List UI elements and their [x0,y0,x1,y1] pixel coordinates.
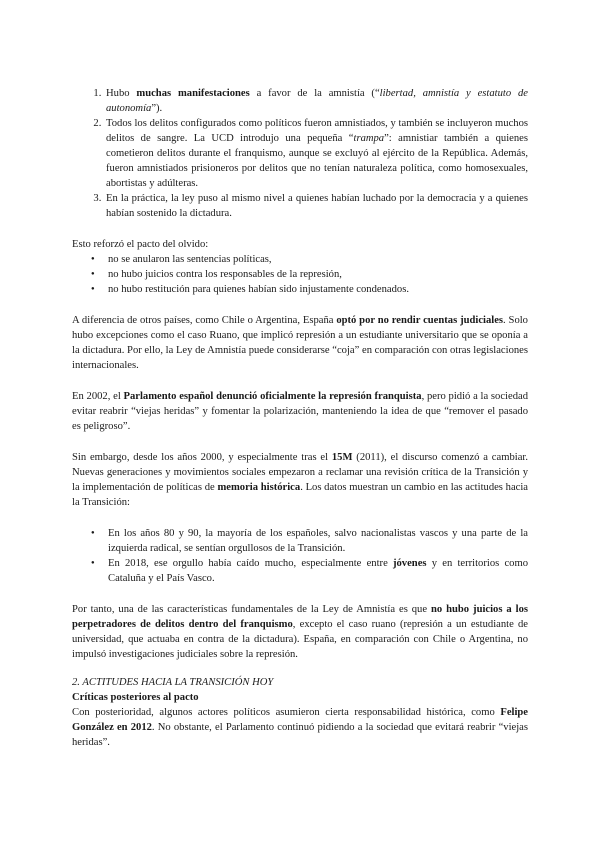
bold-text: Parlamento español denunció oficialmente la represión franquista [123,391,422,402]
text-run: Todos los delitos configurados como políticos fueron amnistiados, y también se incluyeron muchos delitos de sangre. La UCD introdujo una pequeña “ [106,118,528,144]
text-run: Sin embargo, desde los años 2000, y especialmente tras el [72,452,332,463]
bold-text: optó por no rendir cuentas judiciales [336,315,504,326]
text-run: ”: amnistiar también a quienes cometieron delitos durante el franquismo, aunque se excluyó al ejército de la República. Además, fueron amnistiados prisioneros por delitos que no tenían naturaleza política, como homosexuales, abortistas y adúlteras. [106,133,528,189]
paragraph [72,389,528,434]
conclusion-paragraph [72,602,528,662]
text-run: Por tanto, una de las características fundamentales de la Ley de Amnistía es que [72,604,431,615]
text-run: a favor de la amnistía (“ [249,88,380,99]
text-run: Con posterioridad, algunos actores políticos asumieron cierta responsabilidad histórica, como [72,707,501,718]
numbered-item [104,116,528,191]
italic-text: trampa [353,133,385,144]
paragraph [72,450,528,510]
text-run: ”). [151,103,163,114]
text-run: , pero pidió a la sociedad evitar reabrir “viejas heridas” y fomentar la polarización, manteniendo la idea de que “remover el pasado es peligroso”. [72,391,528,432]
text-run: . Solo hubo excepciones como el caso Ruano, que implicó represión a un estudiante universitario que se oponía a la dictadura. Por ello, la Ley de Amnistía puede considerarse “coja” en comparación con otras legislaciones internacionales. [72,315,528,371]
numbered-item [104,86,528,116]
pact-bullet-list [72,252,528,297]
bullet-item: ● no se anularon las sentencias políticas, [106,252,528,267]
text-run: En la práctica, la ley puso al mismo nivel a quienes habían luchado por la democracia y a quienes habían sostenido la dictadura. [106,193,528,219]
document-page [72,86,528,750]
text-run: . Los datos muestran un cambio en las actitudes hacia la Transición: [72,482,529,508]
numbered-item [104,191,528,221]
pact-intro: Esto reforzó el pacto del olvido: [72,239,209,250]
subheading: Críticas posteriores al pacto [72,692,199,703]
text-run: , excepto el caso ruano (represión a un estudiante de universidad, que actuaba en contra de la dictadura). España, en comparación con Chile o Argentina, no impulsó investigaciones judiciales sobre la represión. [72,619,529,660]
text-run: . No obstante, el Parlamento continuó pidiendo a la sociedad que evitará reabrir “viejas heridas”. [72,722,528,748]
numbered-list [72,86,528,221]
text-run: A diferencia de otros países, como Chile o Argentina, España [72,315,337,326]
final-paragraph [72,705,528,750]
text-run: (2011), el discurso comenzó a cambiar. Nuevas generaciones y movimientos sociales empezaron a reclamar una revisión crítica de la Transición y la implementación de políticas de [72,452,528,493]
trend-bullet-list [72,526,528,586]
text-run: En los años 80 y 90, la mayoría de los españoles, salvo nacionalistas vascos y una parte de la izquierda radical, se sentían orgullosos de la Transición. [108,528,528,554]
bullet-item: ● no hubo restitución para quienes habían sido injustamente condenados. [106,282,528,297]
bold-text: no hubo juicios a los perpetradores de delitos dentro del franquismo [72,604,528,630]
bold-text: memoria histórica [217,482,301,493]
bold-text: 15M [331,452,353,463]
text-run: Hubo [106,88,137,99]
bullet-item: ● no hubo juicios contra los responsables de la represión, [106,267,528,282]
bold-text: muchas manifestaciones [136,88,250,99]
paragraph [72,313,528,373]
bold-text: Felipe González en 2012 [72,707,528,733]
bullet-item [106,526,528,556]
section-heading: 2. ACTITUDES HACIA LA TRANSICIÓN HOY [72,677,274,688]
text-run: En 2002, el [72,391,124,402]
text-run: En 2018, ese orgullo había caído mucho, especialmente entre [108,558,393,569]
text-run: y en territorios como Cataluña y el País Vasco. [108,558,528,584]
bold-text: jóvenes [392,558,427,569]
italic-text: libertad, amnistía y estatuto de autonomía [106,88,528,114]
bullet-item [106,556,528,586]
